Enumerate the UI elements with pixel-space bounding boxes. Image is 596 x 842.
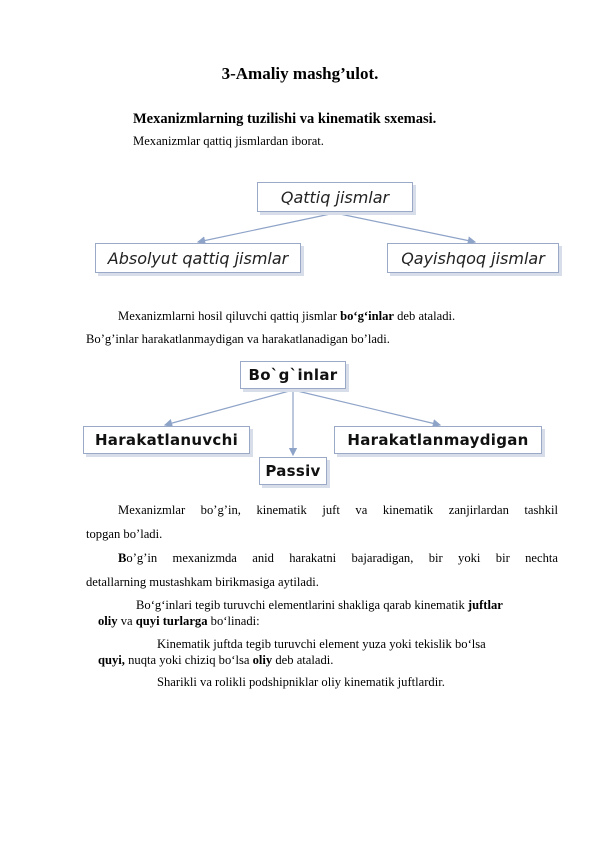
para3-line1 [118,551,558,566]
para4-line2 [98,614,260,629]
para5-after: deb ataladi. [272,653,334,667]
diagram2-middle-box: Passiv [259,457,327,485]
para4-line1-bold: juftlar [467,598,503,612]
para1-bold: bo‘g‘inlar [340,309,394,323]
para5-line1: Kinematik juftda tegib turuvchi element yuza yoki tekislik bo‘lsa [157,637,486,651]
para2-line1: Mexanizmlar bo’g’in, kinematik juft va kinematik zanjirlardan tashkil [118,503,558,517]
para4-oliy: oliy [98,614,118,628]
para1-line1 [118,309,455,324]
para1-line2: Bo’g’inlar harakatlanmaydigan va harakatlanadigan bo’ladi. [86,332,390,346]
para1-before: Mexanizmlarni hosil qiluvchi qattiq jismlar [118,309,341,323]
para1-after: deb ataladi. [393,309,456,323]
para4-quyi-turlarga: quyi turlarga [135,614,208,628]
para6-text: Sharikli va rolikli podshipniklar oliy kinematik juftlardir. [157,675,445,689]
para4-after: bo‘linadi: [207,614,260,628]
diagram1-arrow-left [198,213,335,242]
diagram2-right-box: Harakatlanmaydigan [334,426,542,454]
para2-line2: topgan bo’ladi. [86,527,163,541]
diagram1-arrow-right [335,213,475,242]
diagram1-right-box: Qayishqoq jismlar [387,243,559,273]
diagram2-left-box: Harakatlanuvchi [83,426,250,454]
diagram2-arrow-left [165,390,293,425]
para4-line1-before: Bo‘g‘inlari tegib turuvchi elementlarini shakliga qarab kinematik [136,598,468,612]
section-subtitle: Mexanizmlarning tuzilishi va kinematik sxemasi. [133,111,437,127]
diagram1-left-box: Absolyut qattiq jismlar [95,243,301,273]
para4-line1 [136,598,503,613]
para5-quyi: quyi, [98,653,125,667]
intro-text: Mexanizmlar qattiq jismlardan iborat. [133,134,324,148]
diagram1-root-box: Qattiq jismlar [257,182,413,212]
para3-bold-b: B [118,551,127,565]
para5-mid: nuqta yoki chiziq bo‘lsa [124,653,253,667]
page-title: 3-Amaliy mashg’ulot. [221,64,379,83]
para3-line2: detallarning mustashkam birikmasiga aytiladi. [86,575,319,589]
diagram2-root-box: Bo`g`inlar [240,361,346,389]
para4-va: va [117,614,136,628]
para5-line2 [98,653,333,668]
diagram2-arrow-right [293,390,440,425]
para5-oliy: oliy [252,653,273,667]
para3-line1-rest: o’g’in mexanizmda anid harakatni bajaradigan, bir yoki bir nechta [126,551,558,565]
